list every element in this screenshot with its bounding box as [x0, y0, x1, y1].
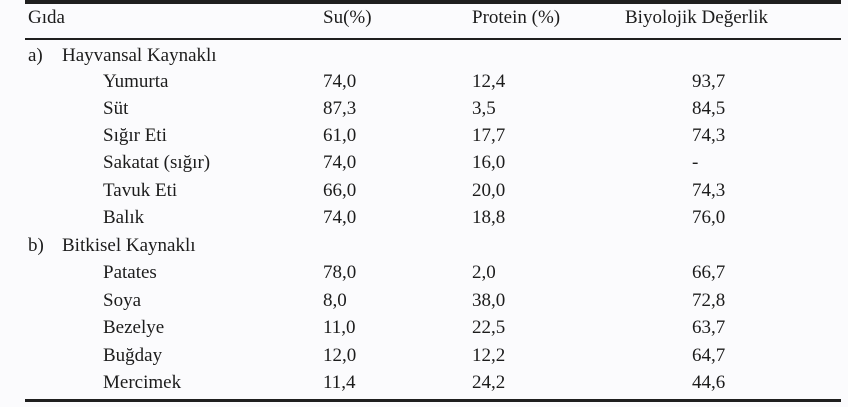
row-protein-value: 18,8 — [472, 207, 506, 228]
row-food-name: Yumurta — [103, 71, 169, 92]
row-food-name: Bezelye — [103, 317, 165, 338]
row-water-value: 12,0 — [323, 345, 357, 366]
section-title: Hayvansal Kaynaklı — [62, 45, 217, 66]
table-top-rule — [25, 0, 841, 4]
row-bio-value: - — [692, 152, 699, 173]
row-water-value: 11,4 — [323, 372, 356, 393]
row-water-value: 78,0 — [323, 262, 357, 283]
row-protein-value: 17,7 — [472, 125, 506, 146]
section-letter: b) — [28, 235, 44, 256]
row-food-name: Sakatat (sığır) — [103, 152, 211, 173]
row-food-name: Sığır Eti — [103, 125, 167, 146]
header-rule — [25, 38, 841, 40]
header-food: Gıda — [28, 7, 65, 28]
row-protein-value: 20,0 — [472, 180, 506, 201]
row-protein-value: 24,2 — [472, 372, 506, 393]
row-bio-value: 84,5 — [692, 98, 726, 119]
row-protein-value: 16,0 — [472, 152, 506, 173]
row-food-name: Mercimek — [103, 372, 182, 393]
row-bio-value: 66,7 — [692, 262, 726, 283]
row-bio-value: 74,3 — [692, 180, 726, 201]
row-water-value: 66,0 — [323, 180, 357, 201]
row-protein-value: 22,5 — [472, 317, 506, 338]
row-protein-value: 2,0 — [472, 262, 496, 283]
table-bottom-rule — [25, 399, 841, 402]
row-protein-value: 3,5 — [472, 98, 496, 119]
row-bio-value: 64,7 — [692, 345, 726, 366]
section-title: Bitkisel Kaynaklı — [62, 235, 196, 256]
row-bio-value: 74,3 — [692, 125, 726, 146]
row-water-value: 11,0 — [323, 317, 356, 338]
row-bio-value: 76,0 — [692, 207, 726, 228]
row-bio-value: 63,7 — [692, 317, 726, 338]
row-food-name: Balık — [103, 207, 145, 228]
row-protein-value: 12,2 — [472, 345, 506, 366]
row-food-name: Tavuk Eti — [103, 180, 178, 201]
header-water: Su(%) — [323, 7, 372, 28]
row-bio-value: 44,6 — [692, 372, 726, 393]
row-food-name: Soya — [103, 290, 141, 311]
header-biological-value: Biyolojik Değerlik — [625, 7, 769, 28]
row-food-name: Buğday — [103, 345, 163, 366]
row-water-value: 74,0 — [323, 71, 357, 92]
row-food-name: Süt — [103, 98, 129, 119]
header-protein: Protein (%) — [472, 7, 561, 28]
row-water-value: 74,0 — [323, 152, 357, 173]
row-protein-value: 38,0 — [472, 290, 506, 311]
row-bio-value: 72,8 — [692, 290, 726, 311]
row-bio-value: 93,7 — [692, 71, 726, 92]
row-water-value: 8,0 — [323, 290, 347, 311]
row-water-value: 61,0 — [323, 125, 357, 146]
row-water-value: 74,0 — [323, 207, 357, 228]
section-letter: a) — [28, 45, 43, 66]
row-water-value: 87,3 — [323, 98, 357, 119]
row-food-name: Patates — [103, 262, 157, 283]
row-protein-value: 12,4 — [472, 71, 506, 92]
